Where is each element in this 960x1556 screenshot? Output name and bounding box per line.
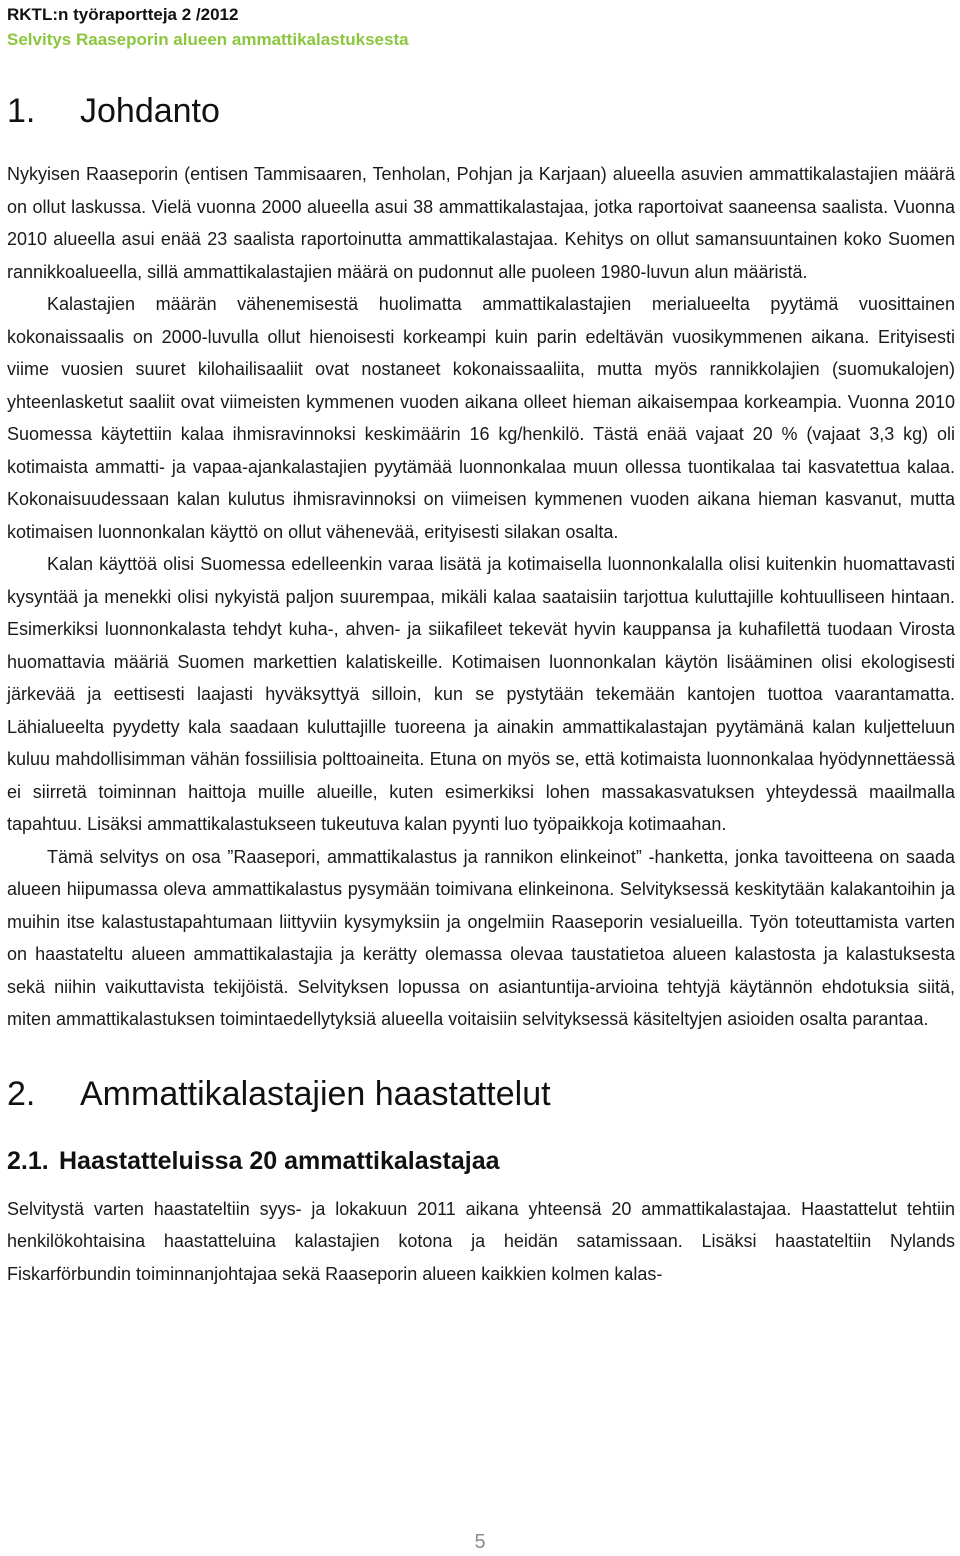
section-number: 2. bbox=[7, 1074, 36, 1113]
subsection-title: Haastatteluissa 20 ammattikalastajaa bbox=[59, 1146, 500, 1175]
report-series: RKTL:n työraportteja 2 /2012 bbox=[7, 5, 239, 24]
subsection-heading bbox=[7, 1143, 955, 1179]
section-title: Ammattikalastajien haastattelut bbox=[80, 1074, 551, 1113]
page-content bbox=[7, 86, 955, 1290]
page-number: 5 bbox=[474, 1531, 486, 1553]
section-heading-haastattelut bbox=[7, 1069, 955, 1119]
subsection-number: 2.1. bbox=[7, 1146, 49, 1175]
paragraph: Kalan käyttöä olisi Suomessa edelleenkin varaa lisätä ja kotimaisella luonnonkalalla olisi kuitenkin huomattavasti kysyntää ja menekki olisi nykyistä paljon suurempaa, mikäli kalaa saataisiin tarjottua kuluttajille kohtuulliseen hintaan. Esimerkiksi luonnonkalasta tehdyt kuha-, ahven- ja siikafileet tekevät hyvin kauppansa ja kuhafilettä tuodaan Virosta huomattavia määriä Suomen markettien kalatiskeille. Kotimaisen luonnonkalan käytön lisääminen olisi ekologisesti järkevää ja eettisesti laajasti hyväksyttyä silloin, kun se pystytään tekemään kantojen tuottoa vaarantamatta. Lähialueelta pyydetty kala saadaan kuluttajille tuoreena ja ainakin ammattikalastajan pyytämänä kalan kuljetteluun kuluu mahdollisimman vähän fossiilisia polttoaineita. Etuna on myös se, että kotimaista luonnonkalaa hyödynnettäessä ei siirretä toiminnan haittoja muille alueille, kuten esimerkiksi lohen massakasvatuksen yhteydessä maailmalla tapahtuu. Lisäksi ammattikalastukseen tukeutuva kalan pyynti luo työpaikkoja kotimaahan. bbox=[7, 554, 955, 834]
report-title: Selvitys Raaseporin alueen ammattikalastuksesta bbox=[7, 30, 409, 49]
section-title: Johdanto bbox=[80, 92, 220, 130]
paragraph: Selvitystä varten haastateltiin syys- ja lokakuun 2011 aikana yhteensä 20 ammattikalastajaa. Haastattelut tehtiin henkilökohtaisina haastatteluina kalastajien kotona ja heidän satamissaan. Lisäksi haastateltiin Nylands Fiskarförbundin toiminnanjohtajaa sekä Raaseporin alueen kaikkien kolmen kalas- bbox=[7, 1198, 955, 1284]
paragraph: Nykyisen Raaseporin (entisen Tammisaaren, Tenholan, Pohjan ja Karjaan) alueella asuvien ammattikalastajien määrä on ollut laskussa. Vielä vuonna 2000 alueella asui 38 ammattikalastajaa, jotka raportoivat saaneensa saalista. Vuonna 2010 alueella asui enää 23 saalista raportoinutta ammattikalastajaa. Kehitys on ollut samansuuntainen koko Suomen rannikkoalueella, sillä ammattikalastajien määrä on pudonnut alle puoleen 1980-luvun alun määristä. bbox=[7, 164, 955, 282]
section-heading-johdanto bbox=[7, 86, 955, 136]
running-header bbox=[7, 2, 947, 52]
paragraph: Kalastajien määrän vähenemisestä huolimatta ammattikalastajien merialueelta pyytämä vuosittainen kokonaissaalis on 2000-luvulla ollut hienoisesti korkeampi kuin parin edeltävän vuosikymmenen aikana. Erityisesti viime vuosien suuret kilohailisaaliit ovat nostaneet kokonaissaaliita, mutta myös rannikkolajien (suomukalojen) yhteenlasketut saaliit ovat viimeisten kymmenen vuoden aikana olleet hieman aikaisempaa korkeampia. Vuonna 2010 Suomessa käytettiin kalaa ihmisravinnoksi keskimäärin 16 kg/henkilö. Tästä enää vajaat 20 % (vajaat 3,3 kg) oli kotimaista ammatti- ja vapaa-ajankalastajien pyytämää luonnonkalaa muun ollessa tuontikalaa tai kasvatettua kalaa. Kokonaisuudessaan kalan kulutus ihmisravinnoksi on viimeisen kymmenen vuoden aikana hieman kasvanut, mutta kotimaisen luonnonkalan käyttö on ollut vähenevää, erityisesti silakan osalta. bbox=[7, 294, 955, 542]
paragraph: Tämä selvitys on osa ”Raasepori, ammattikalastus ja rannikon elinkeinot” -hanketta, jonka tavoitteena on saada alueen hiipumassa oleva ammattikalastus pysymään toimivana elinkeinona. Selvityksessä keskitytään kalakantoihin ja muihin itse kalastustapahtumaan liittyviin kysymyksiin ja ongelmiin Raaseporin vesialueilla. Työn toteuttamista varten on haastateltu alueen ammattikalastajia ja kerätty olemassa olevaa taustatietoa alueen kalastosta ja kalastuksesta sekä niihin vaikuttavista tekijöistä. Selvityksen lopussa on asiantuntija-arvioina tehtyjä käytännön ehdotuksia siitä, miten ammattikalastuksen toimintaedellytyksiä alueella voitaisiin selvityksessä käsiteltyjen asioiden osalta parantaa. bbox=[7, 846, 955, 1029]
section-number: 1. bbox=[7, 92, 36, 130]
